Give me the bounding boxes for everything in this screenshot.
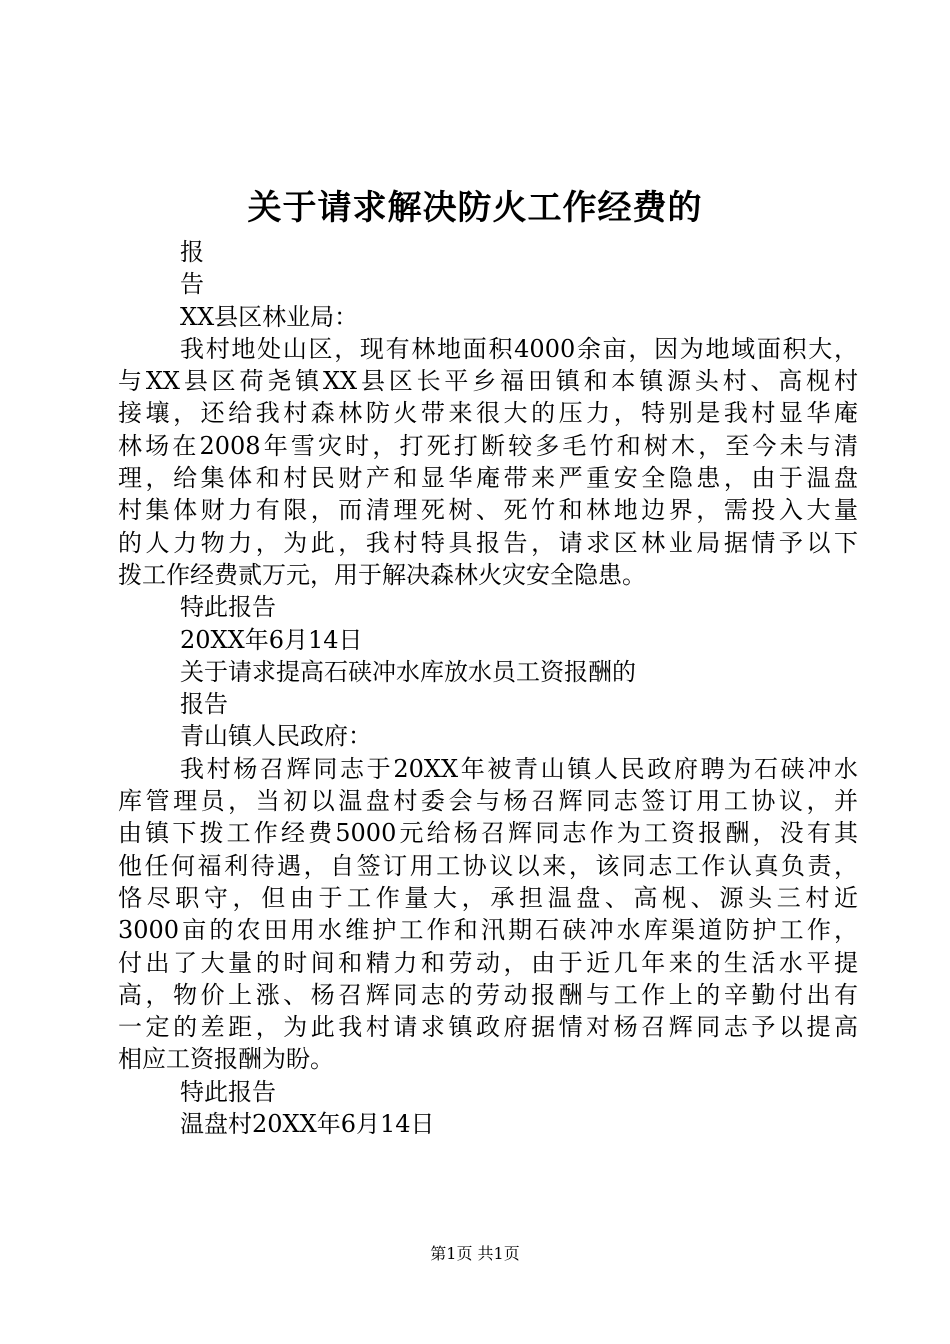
text-line: 相应工资报酬为盼。 <box>118 1045 334 1074</box>
text-line: 接壤，还给我村森林防火带来很大的压力，特别是我村显华庵 <box>118 399 858 428</box>
text-line: 库管理员，当初以温盘村委会与杨召辉同志签订用工协议，并 <box>118 787 858 816</box>
text-line: 与XX县区荷尧镇XX县区长平乡福田镇和本镇源头村、高枧村 <box>118 367 858 396</box>
text-line: 一定的差距，为此我村请求镇政府据情对杨召辉同志予以提高 <box>118 1013 858 1042</box>
text-line: 温盘村20XX年6月14日 <box>180 1110 435 1139</box>
text-line: 20XX年6月14日 <box>180 625 363 654</box>
text-line: 我村地处山区，现有林地面积4000余亩，因为地域面积大， <box>180 334 858 363</box>
text-line: 由镇下拨工作经费5000元给杨召辉同志作为工资报酬，没有其 <box>118 819 858 848</box>
text-line: 关于请求提高石硖冲水库放水员工资报酬的 <box>180 657 636 686</box>
text-line: 告 <box>180 270 204 299</box>
text-line: 林场在2008年雪灾时，打死打断较多毛竹和树木，至今未与清 <box>118 431 858 460</box>
text-line: 报告 <box>180 690 228 719</box>
text-line: 恪尽职守，但由于工作量大，承担温盘、高枧、源头三村近 <box>118 883 858 912</box>
text-line: 高，物价上涨、杨召辉同志的劳动报酬与工作上的辛勤付出有 <box>118 980 858 1009</box>
text-line: 村集体财力有限，而清理死树、死竹和林地边界，需投入大量 <box>118 496 858 525</box>
text-line: XX县区林业局： <box>180 302 359 331</box>
page-footer: 第1页 共1页 <box>430 1244 520 1263</box>
text-line: 3000亩的农田用水维护工作和汛期石硖冲水库渠道防护工作， <box>118 916 858 945</box>
document-title: 关于请求解决防火工作经费的 <box>247 188 703 228</box>
text-line: 他任何福利待遇，自签订用工协议以来，该同志工作认真负责， <box>118 851 858 880</box>
text-line: 青山镇人民政府： <box>180 722 372 751</box>
text-line: 的人力物力，为此，我村特具报告，请求区林业局据情予以下 <box>118 528 858 557</box>
text-line: 拨工作经费贰万元，用于解决森林火灾安全隐患。 <box>118 560 646 589</box>
document-body <box>118 236 858 1140</box>
text-line: 特此报告 <box>180 1077 276 1106</box>
text-line: 我村杨召辉同志于20XX年被青山镇人民政府聘为石硖冲水 <box>180 754 858 783</box>
text-line: 付出了大量的时间和精力和劳动，由于近几年来的生活水平提 <box>118 948 858 977</box>
text-line: 报 <box>180 238 204 266</box>
text-line: 特此报告 <box>180 593 276 622</box>
text-line: 理，给集体和村民财产和显华庵带来严重安全隐患，由于温盘 <box>118 464 858 493</box>
